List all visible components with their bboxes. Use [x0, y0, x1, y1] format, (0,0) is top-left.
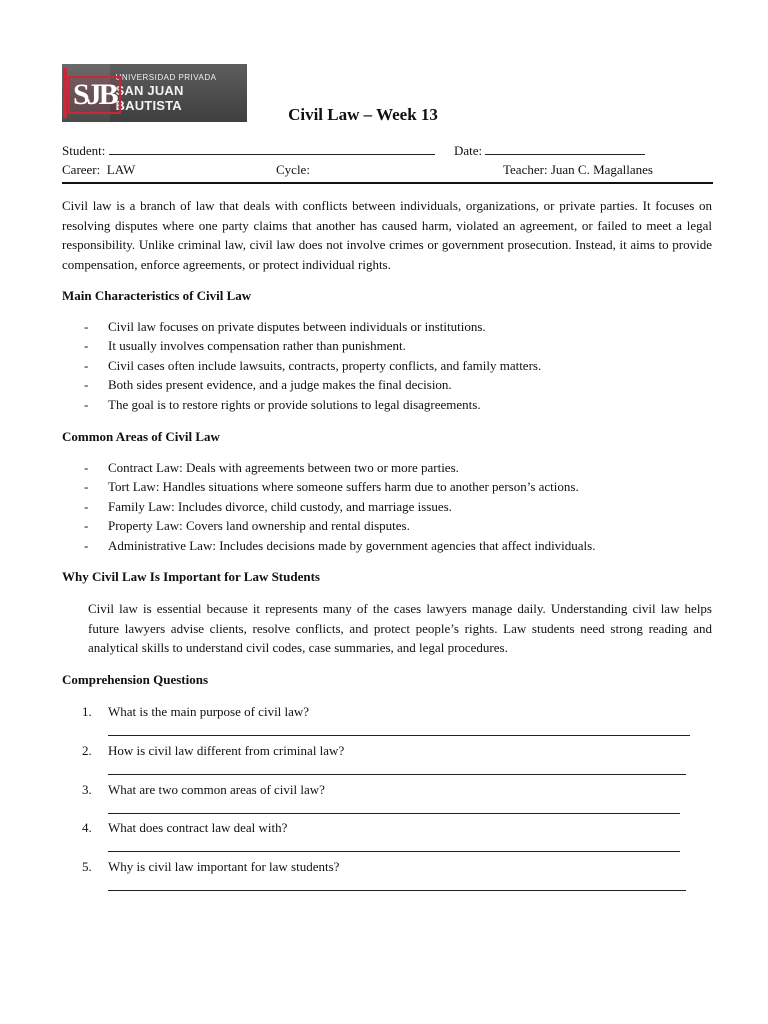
answer-line[interactable] — [108, 813, 680, 814]
career-label: Career: — [62, 162, 101, 177]
question-number: 2. — [82, 742, 92, 758]
teacher-label: Teacher: — [503, 162, 548, 177]
career-value: LAW — [106, 162, 136, 177]
page-title: Civil Law – Week 13 — [288, 105, 438, 124]
cycle-label: Cycle: — [276, 162, 310, 177]
logo-line-2: SAN JUAN BAUTISTA — [115, 83, 184, 113]
question-item — [62, 703, 712, 742]
characteristics-list — [62, 317, 712, 414]
question-text: What are two common areas of civil law? — [108, 781, 325, 797]
list-item: - Tort Law: Handles situations where someone suffers harm due to another person’s actions. — [84, 479, 579, 495]
intro-paragraph: Civil law is a branch of law that deals with conflicts between individuals, organizations, or private parties. It focuses on resolving disputes where one party claims that another has caused harm, violated an agreement, or failed to meet a legal responsibility. Unlike criminal law, civil law does not involve crimes or government prosecution. Instead, it aims to provide compensation, enforce agreements, or protect individual rights. — [62, 198, 712, 272]
answer-line[interactable] — [108, 774, 686, 775]
list-item: - Property Law: Covers land ownership and rental disputes. — [84, 518, 410, 534]
student-field — [62, 143, 435, 159]
list-item: - Civil law focuses on private disputes between individuals or institutions. — [84, 319, 486, 334]
cycle-field — [276, 162, 310, 178]
list-item: - It usually involves compensation rather than punishment. — [84, 338, 406, 354]
date-blank[interactable] — [485, 143, 645, 155]
section-heading-importance: Why Civil Law Is Important for Law Students — [62, 569, 320, 584]
student-label: Student: — [62, 143, 106, 158]
teacher-value: Juan C. Magallanes — [550, 162, 653, 177]
question-item — [62, 742, 712, 781]
section-heading-questions: Comprehension Questions — [62, 672, 209, 687]
list-item: - The goal is to restore rights or provide solutions to legal disagreements. — [84, 396, 481, 412]
list-item: - Contract Law: Deals with agreements between two or more parties. — [84, 460, 459, 475]
question-item — [62, 819, 712, 858]
list-item: - Both sides present evidence, and a judge makes the final decision. — [84, 377, 452, 393]
question-item — [62, 858, 712, 897]
question-text: What is the main purpose of civil law? — [108, 704, 310, 719]
question-number: 4. — [82, 820, 92, 836]
list-item: - Family Law: Includes divorce, child custody, and marriage issues. — [84, 498, 452, 514]
header-divider — [62, 182, 713, 184]
question-number: 5. — [82, 859, 92, 875]
section-heading-areas: Common Areas of Civil Law — [62, 429, 220, 444]
answer-line[interactable] — [108, 890, 686, 891]
emblem-letters: SJB — [68, 76, 121, 114]
list-item: - Civil cases often include lawsuits, contracts, property conflicts, and family matters. — [84, 357, 542, 373]
date-field — [454, 143, 645, 159]
question-text: Why is civil law important for law students? — [108, 859, 340, 875]
question-text: How is civil law different from criminal law? — [108, 742, 345, 758]
areas-list — [62, 458, 712, 555]
date-label: Date: — [454, 143, 483, 158]
student-blank[interactable] — [109, 143, 435, 155]
questions-list — [62, 703, 712, 897]
logo-line-1: UNIVERSIDAD PRIVADA — [115, 73, 217, 82]
list-item: - Administrative Law: Includes decisions made by government agencies that affect individuals. — [84, 537, 596, 553]
question-number: 1. — [82, 704, 92, 719]
question-text: What does contract law deal with? — [108, 820, 288, 836]
answer-line[interactable] — [108, 735, 690, 736]
importance-paragraph: Civil law is essential because it represents many of the cases lawyers manage daily. Understanding civil law helps future lawyers advise clients, resolve conflicts, and protect people’s rights. Law students need strong reading and analytical skills to understand civil codes, case summaries, and legal procedures. — [88, 601, 712, 655]
section-heading-characteristics: Main Characteristics of Civil Law — [62, 288, 252, 303]
answer-line[interactable] — [108, 851, 680, 852]
teacher-field — [503, 162, 653, 178]
career-field — [62, 162, 135, 178]
question-number: 3. — [82, 781, 92, 797]
question-item — [62, 781, 712, 820]
